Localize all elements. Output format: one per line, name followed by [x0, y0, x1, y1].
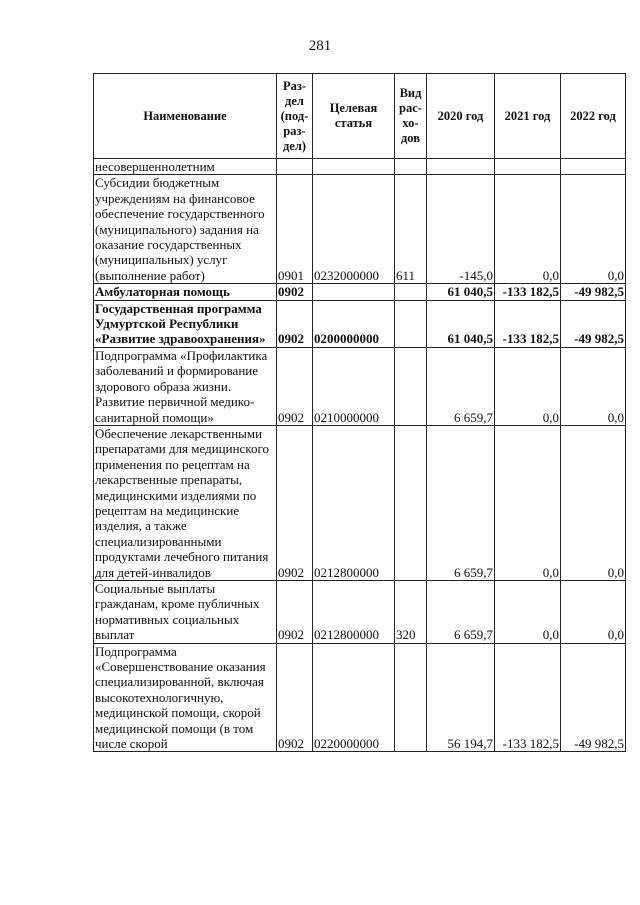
page-number: 281	[308, 38, 332, 54]
row-target: 0212800000	[313, 580, 395, 643]
row-section: 0902	[277, 580, 313, 643]
row-2021: -133 182,5	[495, 643, 561, 752]
row-type	[395, 300, 427, 347]
row-name: Подпрограмма «Совершенствование оказания специализированной, включая высокотехнологичную, медицинской помощи, скорой медицинской помощи (в том числе скорой	[94, 643, 277, 752]
row-section: 0902	[277, 284, 313, 300]
row-type: 320	[395, 580, 427, 643]
row-2022: 0,0	[561, 580, 626, 643]
row-2022: -49 982,5	[561, 300, 626, 347]
table-row	[94, 300, 626, 347]
row-target: 0232000000	[313, 175, 395, 284]
table-header-row	[94, 74, 626, 159]
row-name: Субсидии бюджетным учреждениям на финансовое обеспечение государственного (муниципального) задания на оказание государственных (муниципальных) услуг (выполнение работ)	[94, 175, 277, 284]
row-2021: -133 182,5	[495, 284, 561, 300]
row-type	[395, 159, 427, 175]
row-type	[395, 284, 427, 300]
row-type	[395, 425, 427, 580]
row-2021: -133 182,5	[495, 300, 561, 347]
row-target: 0212800000	[313, 425, 395, 580]
header-2022: 2022 год	[561, 74, 626, 159]
table-row	[94, 347, 626, 425]
row-section: 0902	[277, 300, 313, 347]
row-2020: 6 659,7	[427, 580, 495, 643]
row-name: Социальные выплаты гражданам, кроме публичных нормативных социальных выплат	[94, 580, 277, 643]
row-name: Государственная программа Удмуртской Республики «Развитие здравоохранения»	[94, 300, 277, 347]
row-2020: 61 040,5	[427, 284, 495, 300]
budget-table	[93, 73, 626, 752]
table-row	[94, 643, 626, 752]
row-2021	[495, 159, 561, 175]
header-target: Целевая статья	[313, 74, 395, 159]
row-section: 0901	[277, 175, 313, 284]
row-target: 0200000000	[313, 300, 395, 347]
row-name: несовершеннолетним	[94, 159, 277, 175]
row-2021: 0,0	[495, 425, 561, 580]
row-2021: 0,0	[495, 175, 561, 284]
row-2022: 0,0	[561, 347, 626, 425]
row-2020	[427, 159, 495, 175]
row-section: 0902	[277, 425, 313, 580]
row-name: Амбулаторная помощь	[94, 284, 277, 300]
row-type: 611	[395, 175, 427, 284]
row-2022: -49 982,5	[561, 643, 626, 752]
header-type: Вид рас-хо-дов	[395, 74, 427, 159]
row-target	[313, 159, 395, 175]
row-target	[313, 284, 395, 300]
row-section: 0902	[277, 643, 313, 752]
row-target: 0220000000	[313, 643, 395, 752]
row-2021: 0,0	[495, 347, 561, 425]
row-2020: -145,0	[427, 175, 495, 284]
table-row	[94, 425, 626, 580]
table-row	[94, 159, 626, 175]
row-2020: 61 040,5	[427, 300, 495, 347]
row-section	[277, 159, 313, 175]
row-2022: -49 982,5	[561, 284, 626, 300]
header-2020: 2020 год	[427, 74, 495, 159]
table-row	[94, 580, 626, 643]
row-2020: 6 659,7	[427, 347, 495, 425]
row-2021: 0,0	[495, 580, 561, 643]
table-row	[94, 175, 626, 284]
table-row	[94, 284, 626, 300]
row-2022: 0,0	[561, 425, 626, 580]
row-section: 0902	[277, 347, 313, 425]
row-type	[395, 347, 427, 425]
row-target: 0210000000	[313, 347, 395, 425]
row-2020: 6 659,7	[427, 425, 495, 580]
header-2021: 2021 год	[495, 74, 561, 159]
row-2022: 0,0	[561, 175, 626, 284]
row-name: Подпрограмма «Профилактика заболеваний и формирование здорового образа жизни. Развитие первичной медико-санитарной помощи»	[94, 347, 277, 425]
header-name: Наименование	[94, 74, 277, 159]
row-name: Обеспечение лекарственными препаратами для медицинского применения по рецептам на лекарственные препараты, медицинскими изделиями по рецептам на медицинские изделия, а также специализированными продуктами лечебного питания для детей-инвалидов	[94, 425, 277, 580]
row-2022	[561, 159, 626, 175]
header-section: Раз-дел (под-раз-дел)	[277, 74, 313, 159]
row-type	[395, 643, 427, 752]
row-2020: 56 194,7	[427, 643, 495, 752]
